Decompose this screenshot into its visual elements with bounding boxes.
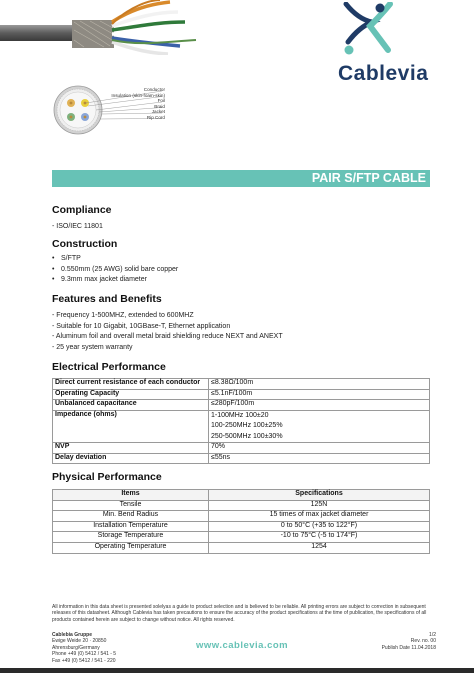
list-item: • 0.550mm (25 AWG) solid bare copper xyxy=(52,265,178,276)
diagram-label-braid: Braid xyxy=(154,103,165,109)
table-cell-value: ≤280pF/100m xyxy=(209,400,430,411)
table-row xyxy=(53,521,430,532)
table-cell-label: Delay deviation xyxy=(53,453,209,464)
bottom-bar xyxy=(0,668,474,673)
physical-heading: Physical Performance xyxy=(52,471,162,483)
table-cell-value xyxy=(209,410,430,443)
construction-list xyxy=(52,254,178,286)
table-row xyxy=(53,443,430,454)
table-cell-label: Operating Capacity xyxy=(53,389,209,400)
table-row xyxy=(53,532,430,543)
table-cell-item: Min. Bend Radius xyxy=(53,511,209,522)
compliance-heading: Compliance xyxy=(52,204,112,216)
impedance-line: 100-250MHz 100±25% xyxy=(211,422,283,430)
table-cell-label: Direct current resistance of each conductor xyxy=(53,379,209,390)
cablevia-logo-icon xyxy=(340,2,398,58)
table-cell-value: ≤5.1nF/100m xyxy=(209,389,430,400)
footer-address-line: Ahrensburg/Germany xyxy=(52,644,100,651)
footer-phone: Phone +49 (0) 5412 / 541 - 5 xyxy=(52,651,117,658)
table-cell-item: Storage Temperature xyxy=(53,532,209,543)
table-row xyxy=(53,379,430,390)
document-title: PAIR S/FTP CABLE xyxy=(311,171,426,185)
table-row xyxy=(53,410,430,443)
table-cell-spec: 0 to 50°C (+35 to 122°F) xyxy=(209,521,430,532)
impedance-line: 1-100MHz 100±20 xyxy=(211,411,269,419)
table-cell-spec: 15 times of max jacket diameter xyxy=(209,511,430,522)
diagram-label-rip-cord: Rip Cord xyxy=(146,114,165,120)
list-item: • 9.3mm max jacket diameter xyxy=(52,275,178,286)
table-cell-item: Tensile xyxy=(53,500,209,511)
table-row xyxy=(53,511,430,522)
table-header-row xyxy=(53,490,430,501)
list-item: • S/FTP xyxy=(52,254,178,265)
publish-date: Publish Date 11.04.2018 xyxy=(381,644,436,651)
diagram-label-foil: Foil xyxy=(157,98,165,104)
table-cell-value: 70% xyxy=(209,443,430,454)
features-heading: Features and Benefits xyxy=(52,293,162,305)
footer-website-link[interactable]: www.cablevia.com xyxy=(196,640,289,651)
table-cell-value: ≤8.38Ω/100m xyxy=(209,379,430,390)
footer-company: Cablebia Gruppe xyxy=(52,632,93,638)
impedance-line: 250-500MHz 100±30% xyxy=(211,432,283,440)
list-item: - 25 year system warranty xyxy=(52,343,133,351)
footer-fax: Fax +49 (0) 5412 / 541 - 220 xyxy=(52,657,116,664)
brand-wordmark: Cablevia xyxy=(338,62,429,85)
table-row xyxy=(53,400,430,411)
table-cell-spec: -10 to 75°C (-5 to 174°F) xyxy=(209,532,430,543)
table-cell-value: ≤55ns xyxy=(209,453,430,464)
diagram-label-jacket: Jacket xyxy=(151,109,165,115)
list-item: - Suitable for 10 Gigabit, 10GBase-T, Ethernet application xyxy=(52,322,231,330)
page-number: 1/2 xyxy=(429,632,436,638)
construction-heading: Construction xyxy=(52,238,118,250)
diagram-label-conductor: Conductor xyxy=(143,87,165,92)
table-cell-spec: 1254 xyxy=(209,542,430,553)
table-row xyxy=(53,500,430,511)
revision-number: Rev. no. 00 xyxy=(410,638,436,645)
table-header-specifications: Specifications xyxy=(209,490,430,501)
table-header-items: Items xyxy=(53,490,209,501)
table-row xyxy=(53,453,430,464)
table-cell-label: Impedance (ohms) xyxy=(53,410,209,443)
electrical-heading: Electrical Performance xyxy=(52,361,166,373)
footer-meta xyxy=(382,632,436,651)
footer-contact xyxy=(52,632,116,664)
list-item: - Frequency 1-500MHZ, extended to 600MHZ xyxy=(52,312,194,319)
diagram-label-insulation: Insulation (skin-foam-skin) xyxy=(111,92,165,98)
table-cell-label: NVP xyxy=(53,443,209,454)
diagram-labels xyxy=(100,87,165,120)
title-banner xyxy=(52,170,430,187)
table-cell-item: Installation Temperature xyxy=(53,521,209,532)
compliance-item: - ISO/IEC 11801 xyxy=(52,223,103,230)
table-row xyxy=(53,389,430,400)
footer-address-line: Ewige Weide 20 · 20850 xyxy=(52,638,107,645)
list-item: - Aluminum foil and overall metal braid shielding reduce NEXT and ANEXT xyxy=(52,333,283,340)
table-cell-spec: 125N xyxy=(209,500,430,511)
table-row xyxy=(53,542,430,553)
disclaimer-text: All information in this data sheet is presented solelyas a guide to product selection and is believed to be reliable. All printing errors are subject to correction in subsequent releases of this datasheet. Although Cablevia has taken precautions to ensure the accuracy of the product specifications at the time of publication, the specifications of all products contained herein are subject to change without notice. All rights reserved. xyxy=(52,604,427,623)
electrical-table xyxy=(52,378,430,464)
table-cell-label: Unbalanced capacitance xyxy=(53,400,209,411)
features-list xyxy=(52,311,283,353)
cable-photo xyxy=(0,0,200,55)
table-cell-item: Operating Temperature xyxy=(53,542,209,553)
physical-table xyxy=(52,489,430,554)
